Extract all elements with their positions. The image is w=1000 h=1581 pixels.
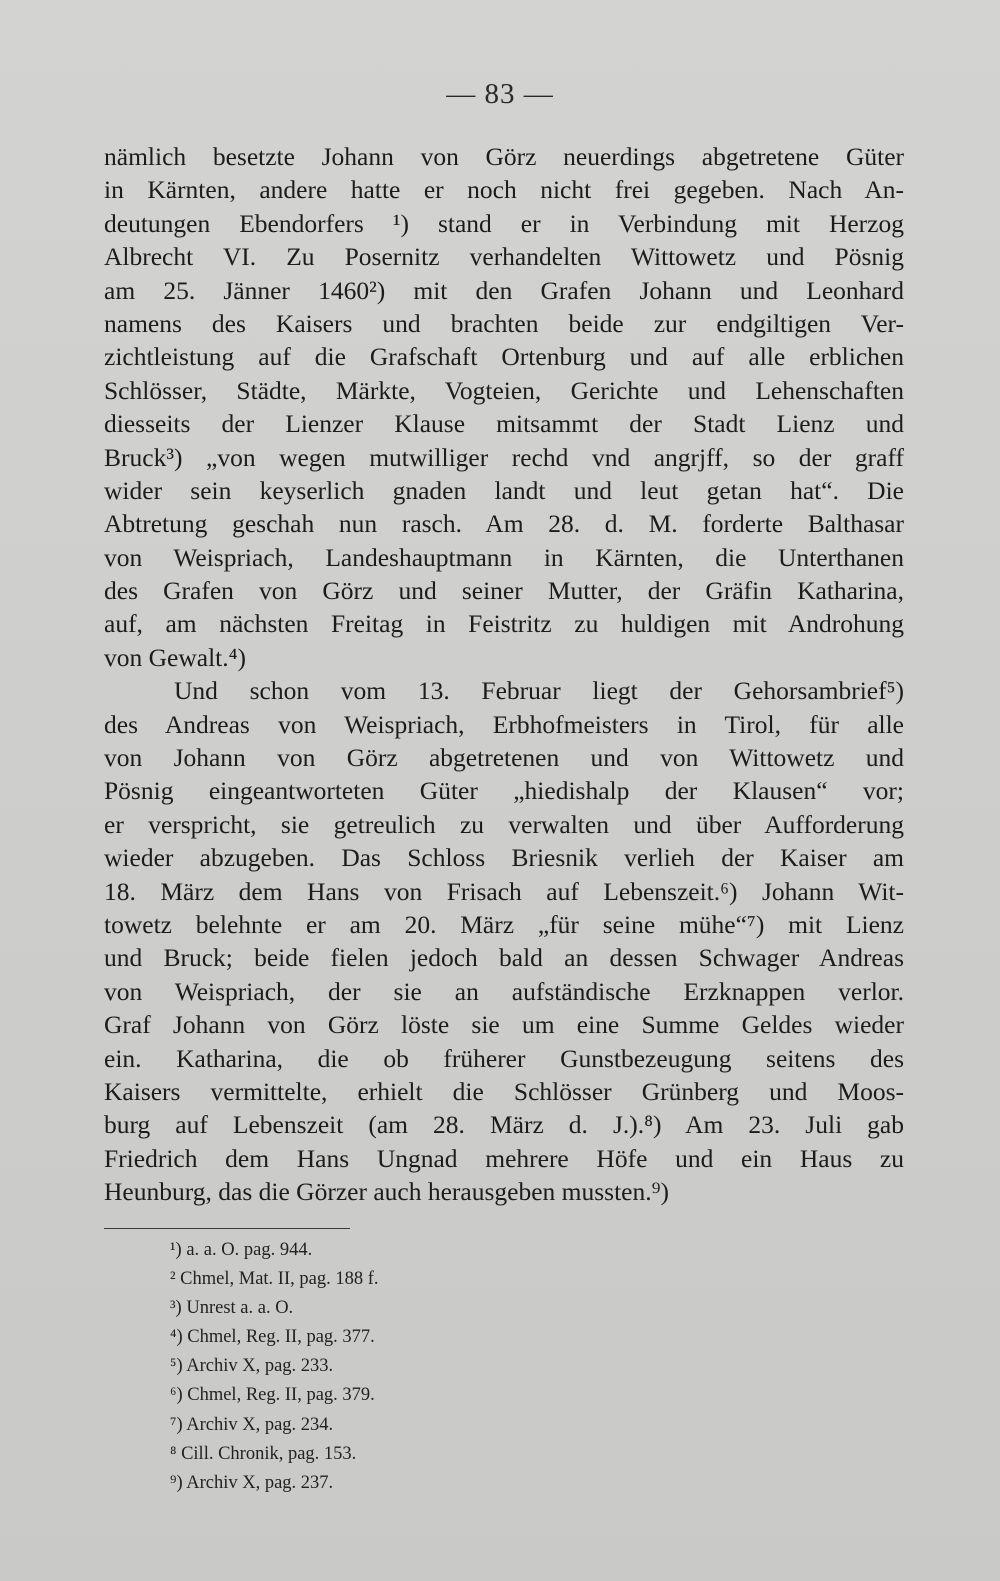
footnote: ⁴) Chmel, Reg. II, pag. 377. <box>170 1327 375 1348</box>
footnote: ⁵) Archiv X, pag. 233. <box>170 1356 334 1377</box>
footnotes <box>170 1236 570 1498</box>
text-line: nämlich besetzte Johann von Görz neuerdings abgetretene Güter <box>104 142 904 171</box>
text-line: 18. März dem Hans von Frisach auf Lebenszeit.⁶) Johann Wit- <box>104 876 904 906</box>
text-line: von Weispriach, der sie an aufständische Erzknappen verlor. <box>104 976 904 1006</box>
text-line: Schlösser, Städte, Märkte, Vogteien, Gerichte und Lehenschaften <box>104 375 904 405</box>
footnote: ⁶) Chmel, Reg. II, pag. 379. <box>170 1385 375 1406</box>
text-line: in Kärnten, andere hatte er noch nicht frei gegeben. Nach An- <box>104 175 904 205</box>
text-line: des Andreas von Weispriach, Erbhofmeisters in Tirol, für alle <box>104 709 904 739</box>
page-number: — 83 — <box>446 78 554 110</box>
text-line: von Gewalt.⁴) <box>104 642 247 672</box>
footnote: ⁷) Archiv X, pag. 234. <box>170 1414 334 1435</box>
text-line: und Bruck; beide fielen jedoch bald an dessen Schwager Andreas <box>104 943 904 973</box>
text-line: von Weispriach, Landeshauptmann in Kärnten, die Unterthanen <box>104 542 904 572</box>
text-line: Heunburg, das die Görzer auch herausgeben mussten.⁹) <box>104 1177 669 1207</box>
text-line: diesseits der Lienzer Klause mitsammt der Stadt Lienz und <box>104 409 904 439</box>
footnote: ⁸ Cill. Chronik, pag. 153. <box>170 1443 357 1464</box>
body-text <box>104 140 904 1209</box>
text-line: burg auf Lebenszeit (am 28. März d. J.).⁸) Am 23. Juli gab <box>104 1110 904 1140</box>
text-line: Graf Johann von Görz löste sie um eine Summe Geldes wieder <box>104 1010 904 1040</box>
text-line: Abtretung geschah nun rasch. Am 28. d. M. forderte Balthasar <box>104 509 904 539</box>
text-line: am 25. Jänner 1460²) mit den Grafen Johann und Leonhard <box>104 275 904 305</box>
text-line: namens des Kaisers und brachten beide zur endgiltigen Ver- <box>104 308 904 338</box>
text-line: auf, am nächsten Freitag in Feistritz zu huldigen mit Androhung <box>104 609 904 639</box>
footnote: ⁹) Archiv X, pag. 237. <box>170 1472 334 1493</box>
text-line: Kaisers vermittelte, erhielt die Schlösser Grünberg und Moos- <box>104 1076 904 1106</box>
footnote: ³) Unrest a. a. O. <box>170 1298 294 1319</box>
footnote-divider <box>104 1228 350 1229</box>
text-line: ein. Katharina, die ob früherer Gunstbezeugung seitens des <box>104 1043 904 1073</box>
text-line-paragraph-start: Und schon vom 13. Februar liegt der Gehorsambrief⁵) <box>174 676 904 706</box>
text-line: des Grafen von Görz und seiner Mutter, der Gräfin Katharina, <box>104 576 904 606</box>
text-line: wider sein keyserlich gnaden landt und leut getan hat“. Die <box>104 475 904 505</box>
text-line: zichtleistung auf die Grafschaft Ortenburg und auf alle erblichen <box>104 342 904 372</box>
text-line: Bruck³) „von wegen mutwilliger rechd vnd angrjff, so der graff <box>104 442 904 472</box>
text-line: Albrecht VI. Zu Posernitz verhandelten Wittowetz und Pösnig <box>104 242 904 272</box>
text-line: er verspricht, sie getreulich zu verwalten und über Aufforderung <box>104 809 904 839</box>
text-line: deutungen Ebendorfers ¹) stand er in Verbindung mit Herzog <box>104 208 904 238</box>
footnote: ¹) a. a. O. pag. 944. <box>170 1240 313 1260</box>
text-line: Friedrich dem Hans Ungnad mehrere Höfe und ein Haus zu <box>104 1143 904 1173</box>
text-line: wieder abzugeben. Das Schloss Briesnik verlieh der Kaiser am <box>104 843 904 873</box>
text-line: towetz belehnte er am 20. März „für seine mühe“⁷) mit Lienz <box>104 909 904 939</box>
footnote: ² Chmel, Mat. II, pag. 188 f. <box>170 1269 379 1290</box>
text-line: Pösnig eingeantworteten Güter „hiedishalp der Klausen“ vor; <box>104 776 904 806</box>
text-line: von Johann von Görz abgetretenen und von Wittowetz und <box>104 743 904 773</box>
